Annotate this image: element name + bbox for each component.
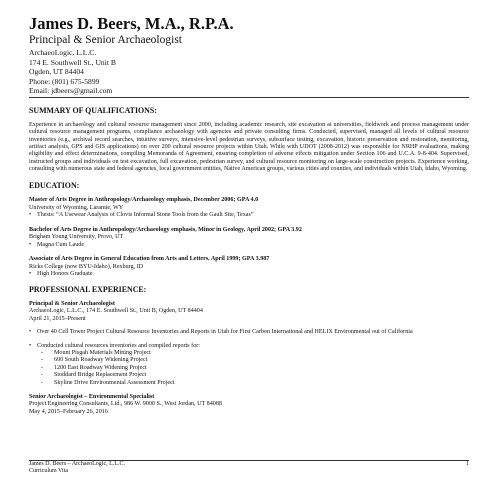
dash-icon: - bbox=[41, 379, 44, 386]
education-entry bbox=[29, 197, 469, 219]
bullet-icon: • bbox=[29, 212, 32, 219]
project-item: Stoddard Bridge Replacement Project bbox=[54, 372, 147, 379]
degree-school: University of Wyoming, Laramie, WY bbox=[29, 204, 124, 211]
job-bullet: Over 40 Cell Tower Project Cultural Resource Inventories and Reports in Utah for First Carbon International and HELIX Environmental out of California bbox=[37, 329, 413, 336]
dash-icon: - bbox=[41, 372, 44, 379]
education-entry bbox=[29, 227, 469, 249]
job-title: Senior Archaeologist – Environmental Specialist bbox=[29, 393, 155, 400]
job-organization: Project Engineering Consultants, Ltd., 986 W. 9000 S., West Jordan, UT 84088 bbox=[29, 401, 222, 408]
page-number: 1 bbox=[466, 461, 469, 467]
job-organization: ArchaeoLogic, L.L.C., 174 E. Southwell St., Unit B, Ogden, UT 84404 bbox=[29, 308, 203, 315]
job-title: Principal & Senior Archaeologist bbox=[29, 300, 115, 307]
qualifications-text: Experience in archaeology and cultural resource management since 2000, including academic research, site excavation at universities, fieldwork and process management under cultural resource management programs, compliance archaeology with agencies and private consulting firms. Conducted, supervised, managed all levels of cultural resource inventories (e.g., archival record searches, intuitive surveys, intensive-level pedestrian surveys, subsurface testing, excavation, historic preservation and restoration, monitoring, artifact analysis, GPS and GIS applications) on over 200 cultural resource projects within Utah. While with UDOT (2008-2012) was responsible for NRHP evaluations, making eligibility and effect determinations, compiling Memoranda of Agreement, ensuring completion of adverse effects mitigation under Section 106 and U.C.A. 9-8-404. Supervised, instructed groups and individuals on test excavation, full excavation, pedestrian survey, and cultural resource monitoring on large-scale construction projects. Experience working, consulting with numerous state and federal agencies, local government entities, Native American groups, various cities and counties, and individuals within Utah, Idaho, Wyoming. bbox=[29, 121, 469, 173]
education-heading: EDUCATION: bbox=[29, 181, 80, 191]
job-entry bbox=[29, 301, 469, 387]
dash-icon: - bbox=[41, 364, 44, 371]
qualifications-heading: SUMMARY OF QUALIFICATIONS: bbox=[29, 105, 157, 115]
degree-title: Bachelor of Arts Degree in Anthropology/Archaeology emphasis, Minor in Geology, April 2002; GPA 3.92 bbox=[29, 226, 302, 233]
job-dates: April 21, 2015–Present bbox=[29, 315, 86, 322]
degree-school: Brigham Young University, Provo, UT bbox=[29, 234, 124, 241]
footer-doc-type: Curriculum Vita bbox=[29, 468, 69, 475]
candidate-title: Principal & Senior Archaeologist bbox=[29, 34, 182, 46]
job-dates: May 4, 2015–February 26, 2016 bbox=[29, 408, 108, 415]
bullet-icon: • bbox=[29, 241, 32, 248]
degree-note: Thesis: “A Usewear Analysis of Clovis Informal Stone Tools from the Gault Site, Texas” bbox=[37, 212, 254, 219]
project-item: Mount Pisgah Materials Mining Project bbox=[54, 349, 151, 356]
project-item: 600 South Roadway Widening Project bbox=[54, 357, 148, 364]
bullet-icon: • bbox=[29, 342, 32, 349]
contact-email: Email: jdbeers@gmail.com bbox=[29, 86, 113, 96]
page-footer bbox=[29, 460, 469, 476]
degree-title: Master of Arts Degree in Anthropology/Archaeology emphasis, December 2006; GPA 4.0 bbox=[29, 197, 259, 204]
experience-heading: PROFESSIONAL EXPERIENCE: bbox=[29, 284, 147, 294]
degree-note: Magna Cum Laude bbox=[37, 241, 85, 248]
contact-phone: Phone: (801) 675-5899 bbox=[29, 76, 100, 86]
bullet-icon: • bbox=[29, 329, 32, 336]
job-entry bbox=[29, 394, 469, 417]
degree-title: Associate of Arts Degree in General Education from Arts and Letters, April 1999; GPA 3.987 bbox=[29, 256, 270, 263]
education-entry bbox=[29, 256, 469, 278]
project-item: Skyline Drive Environmental Assessment Project bbox=[54, 379, 175, 386]
contact-block bbox=[29, 48, 469, 96]
candidate-name: James D. Beers, M.A., R.P.A. bbox=[29, 14, 234, 33]
dash-icon: - bbox=[41, 349, 44, 356]
resume-page bbox=[29, 14, 469, 416]
contact-city: Ogden, UT 84404 bbox=[29, 67, 84, 77]
bullet-icon: • bbox=[29, 271, 32, 278]
dash-icon: - bbox=[41, 357, 44, 364]
job-bullet: Conducted cultural resources inventories and compiled reports for: bbox=[37, 342, 200, 349]
footer-author: James D. Beers – ArchaeoLogic, L.L.C. bbox=[29, 461, 125, 467]
contact-street: 174 E. Southwell St., Unit B bbox=[29, 57, 116, 67]
contact-company: ArchaeoLogic, L.L.C. bbox=[29, 48, 97, 57]
project-item: 1200 East Roadway Widening Project bbox=[54, 364, 147, 371]
degree-note: High Honors Graduate bbox=[37, 271, 93, 278]
degree-school: Ricks College (now BYU-Idaho), Rexburg, ID bbox=[29, 263, 144, 270]
